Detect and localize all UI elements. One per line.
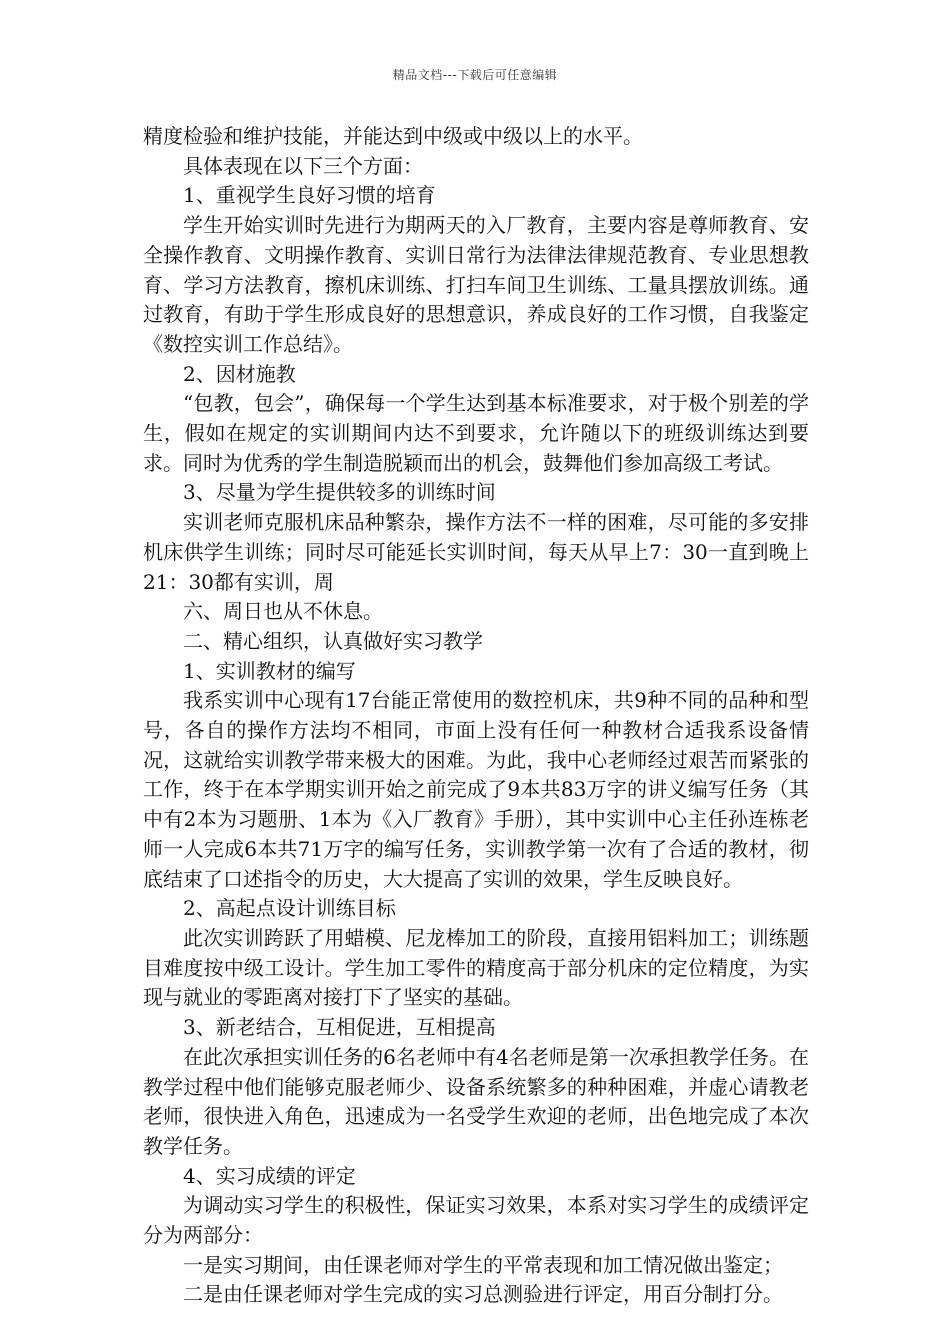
section-heading: 2、因材施教: [183, 361, 296, 386]
paragraph: 六、周日也从不休息。: [183, 599, 383, 624]
paragraph: 实训老师克服机床品种繁杂，操作方法不一样的困难，尽可能的多安排机床供学生训练；同时尽可能延长实训时间，每天从早上7：30一直到晚上21：30都有实训，周: [143, 510, 809, 594]
section-heading: 4、实习成绩的评定: [183, 1163, 356, 1188]
section-heading: 1、重视学生良好习惯的培育: [183, 183, 436, 208]
section-heading: 二、精心组织，认真做好实习教学: [183, 628, 483, 653]
paragraph: 为调动实习学生的积极性，保证实习效果，本系对实习学生的成绩评定分为两部分：: [143, 1193, 809, 1248]
paragraph: 具体表现在以下三个方面：: [183, 153, 423, 178]
paragraph: “包教，包会”，确保每一个学生达到基本标准要求，对于极个别差的学生，假如在规定的实训期间内达不到要求，允许随以下的班级训练达到要求。同时为优秀的学生制造脱颖而出的机会，鼓舞他们参加高级工考试。: [143, 391, 809, 475]
paragraph: 二是由任课老师对学生完成的实习总测验进行评定，用百分制打分。: [183, 1282, 783, 1307]
paragraph: 精度检验和维护技能，并能达到中级或中级以上的水平。: [143, 124, 643, 148]
section-heading: 3、新老结合，互相促进，互相提高: [183, 1015, 496, 1040]
paragraph: 一是实习期间，由任课老师对学生的平常表现和加工情况做出鉴定；: [183, 1252, 783, 1277]
page-header: 精品文档---下载后可任意编辑: [392, 68, 558, 82]
section-heading: 3、尽量为学生提供较多的训练时间: [183, 480, 496, 505]
paragraph: 在此次承担实训任务的6名老师中有4名老师是第一次承担教学任务。在教学过程中他们能够克服老师少、设备系统繁多的种种困难，并虚心请教老老师，很快进入角色，迅速成为一名受学生欢迎的老师，出色地完成了本次教学任务。: [143, 1044, 809, 1158]
paragraph: 此次实训跨跃了用蜡模、尼龙棒加工的阶段，直接用铝料加工；训练题目难度按中级工设计。学生加工零件的精度高于部分机床的定位精度，为实现与就业的零距离对接打下了坚实的基础。: [143, 925, 809, 1010]
paragraph: 我系实训中心现有17台能正常使用的数控机床，共9种不同的品种和型号，各自的操作方法均不相同，市面上没有任何一种教材合适我系设备情况，这就给实训教学带来极大的困难。为此，我中心老师经过艰苦而紧张的工作，终于在本学期实训开始之前完成了9本共83万字的讲义编写任务（其中有2本为习题册、1本为《入厂教育》手册），其中实训中心主任孙连栋老师一人完成6本共71万字的编写任务，实训教学第一次有了合适的教材，彻底结束了口述指令的历史，大大提高了实训的效果，学生反映良好。: [143, 688, 809, 891]
section-heading: 2、高起点设计训练目标: [183, 896, 396, 921]
section-heading: 1、实训教材的编写: [183, 658, 356, 683]
paragraph: 学生开始实训时先进行为期两天的入厂教育，主要内容是尊师教育、安全操作教育、文明操作教育、实训日常行为法律法律规范教育、专业思想教育、学习方法教育，擦机床训练、打扫车间卫生训练、工量具摆放训练。通过教育，有助于学生形成良好的思想意识，养成良好的工作习惯，自我鉴定《数控实训工作总结》。: [143, 213, 809, 356]
document-body: [143, 122, 809, 1310]
